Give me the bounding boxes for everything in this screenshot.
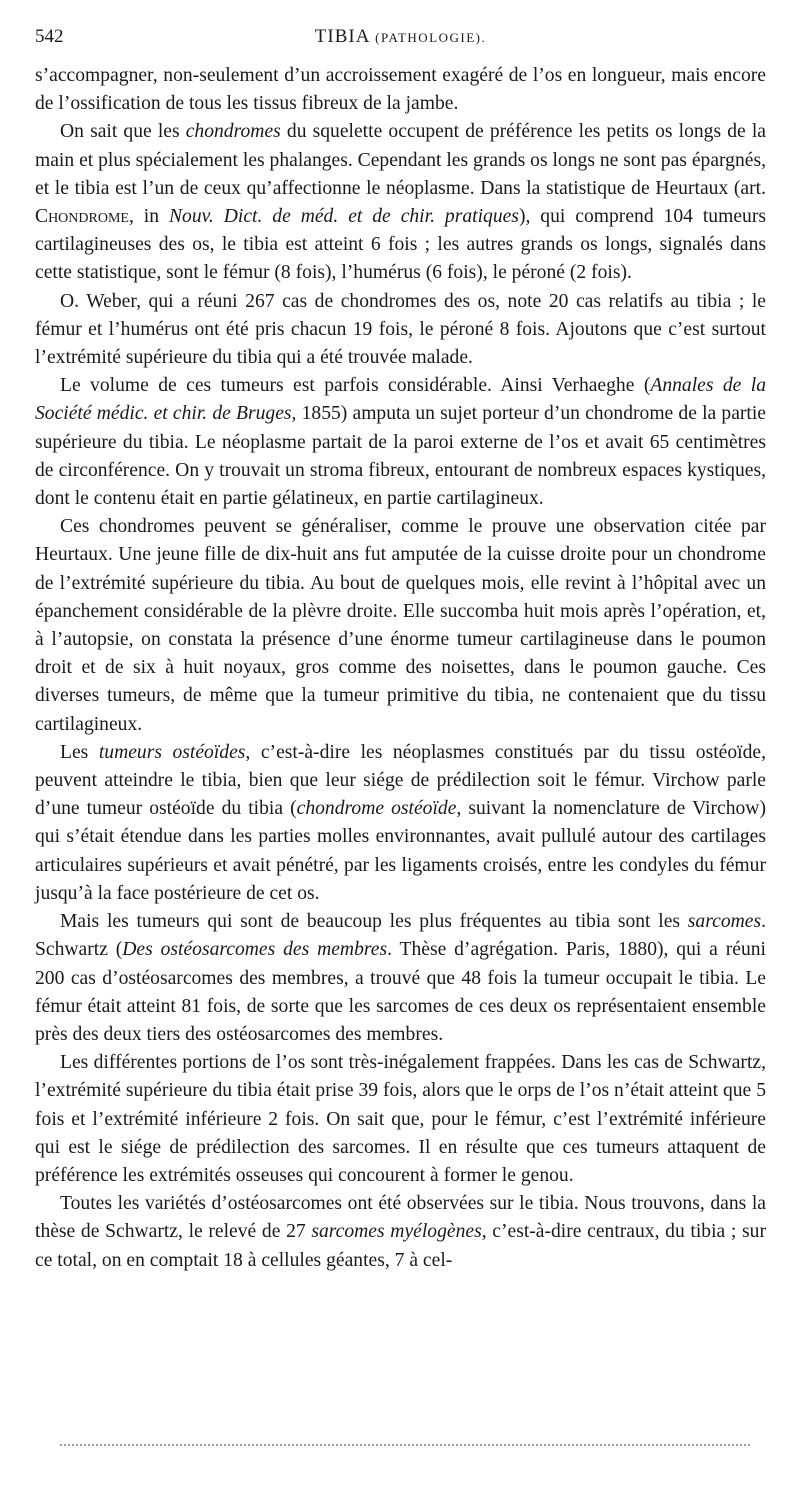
text-span: O. Weber, qui a réuni 267 cas de chondromes des os, note 20 cas relatifs au tibia ; le fémur et l’humérus ont été pris chacun 19 fois, le péroné 8 fois. Ajoutons que c’est surtout l’extrémité supérieure du tibia qui a été trouvée malade.: [35, 290, 766, 369]
text-span: On sait que les: [60, 121, 186, 143]
text-span: Les: [60, 741, 99, 763]
italic-span: sarcomes: [687, 911, 762, 933]
paragraph: [35, 1190, 766, 1275]
text-span: Les différentes portions de l’os sont très-inégalement frappées. Dans les cas de Schwartz, l’extrémité supérieure du tibia était prise 39 fois, alors que le orps de l’os n’était atteint que 5 fois et l’extrémité inférieure 2 fois. On sait que, pour le fémur, c’est l’extrémité inférieure qui est le siége de prédilection des sarcomes. Il en résulte que ces tumeurs attaquent de préférence les extrémités osseuses qui concourent à former le genou.: [35, 1052, 766, 1186]
running-title: [35, 22, 766, 53]
italic-span: Nouv. Dict. de méd. et de chir. pratiques: [168, 206, 519, 228]
text-span: . Schwartz (: [35, 911, 766, 961]
text-span: Toutes les variétés d’ostéosarcomes ont été observées sur le tibia. Nous trouvons, dans la thèse de Schwartz, le relevé de 27: [35, 1193, 766, 1243]
italic-span: Des ostéosarcomes des membres: [122, 939, 388, 961]
italic-span: chondrome ostéoïde: [296, 798, 457, 820]
text-span: ), qui comprend 104 tumeurs cartilagineuses des os, le tibia est atteint 6 fois ; les autres grands os longs, signalés dans cette statistique, sont le fémur (8 fois), l’humérus (6 fois), le péroné (2 fois).: [35, 206, 766, 284]
paragraph: [35, 739, 766, 908]
italic-span: sarcomes myélogènes: [311, 1221, 482, 1243]
paragraph: [35, 372, 766, 513]
small-caps-span: Chondrome: [35, 206, 129, 228]
bottom-rule: [60, 1444, 750, 1446]
running-header: [35, 22, 766, 52]
text-span: , c’est-à-dire centraux, du tibia ; sur ce total, on en comptait 18 à cellules géantes, 7 à cel-: [35, 1221, 766, 1271]
text-span: Ces chondromes peuvent se généraliser, comme le prouve une observation citée par Heurtaux. Une jeune fille de dix-huit ans fut amputée de la cuisse droite pour un chondrome de l’extrémité supérieure du tibia. Au bout de quelques mois, elle revint à l’hôpital avec un épanchement considérable de la plèvre droite. Elle succomba huit mois après l’opération, et, à l’autopsie, on constata la présence d’une énorme tumeur cartilagineuse dans le poumon droit et de six à huit noyaux, gros comme des noisettes, dans le poumon gauche. Ces diverses tumeurs, de même que la tumeur primitive du tibia, ne contenaient que du tissu cartilagineux.: [35, 516, 766, 735]
paragraph: [35, 62, 766, 118]
paragraph: [35, 288, 766, 373]
text-span: , c’est-à-dire les néoplasmes constitués par du tissu ostéoïde, peuvent atteindre le tibia, bien que leur siége de prédilection soit le fémur. Virchow parle d’une tumeur ostéoïde du tibia (: [35, 741, 766, 820]
text-span: Le volume de ces tumeurs est parfois considérable. Ainsi Verhaeghe (: [60, 375, 651, 397]
text-span: , in: [128, 206, 169, 228]
italic-span: chondromes: [185, 121, 281, 143]
italic-span: tumeurs ostéoïdes: [98, 741, 246, 763]
text-span: s’accompagner, non-seulement d’un accroissement exagéré de l’os en longueur, mais encore de l’ossification de tous les tissus fibreux de la jambe.: [35, 65, 766, 115]
paragraph: [35, 513, 766, 739]
paragraph: [35, 1049, 766, 1190]
text-span: , 1855) amputa un sujet porteur d’un chondrome de la partie supérieure du tibia. Le néoplasme partait de la paroi externe de l’os et avait 65 centimètres de circonférence. On y trouvait un stroma fibreux, entourant de nombreux espaces kystiques, dont le contenu était en partie gélatineux, en partie cartilagineux.: [35, 403, 766, 510]
text-span: Mais les tumeurs qui sont de beaucoup les plus fréquentes au tibia sont les: [60, 911, 688, 933]
paragraph: [35, 118, 766, 287]
text-span: , suivant la nomenclature de Virchow) qui s’était étendue dans les parties molles environnantes, avait pullulé autour des cartilages articulaires supérieurs et avait pénétré, par les ligaments croisés, entre les condyles du fémur jusqu’à la face postérieure de cet os.: [35, 798, 766, 904]
running-title-main: TIBIA: [314, 26, 370, 47]
running-title-subtitle: (PATHOLOGIE).: [375, 30, 487, 45]
book-page: [35, 22, 766, 1275]
text-span: . Thèse d’agrégation. Paris, 1880), qui a réuni 200 cas d’ostéosarcomes des membres, a trouvé que 48 fois la tumeur occupait le tibia. Le fémur était atteint 81 fois, de sorte que les sarcomes de ces deux os représentaient ensemble près des deux tiers des ostéosarcomes des membres.: [35, 939, 766, 1045]
body-text: [35, 62, 766, 1275]
page-number: 542: [35, 26, 64, 47]
text-span: du squelette occupent de préférence les petits os longs de la main et plus spécialement les phalanges. Cependant les grands os longs ne sont pas épargnés, et le tibia est l’un de ceux qu’affectionne le néoplasme. Dans la statistique de Heurtaux (art.: [35, 121, 766, 199]
paragraph: [35, 908, 766, 1049]
italic-span: Annales de la Société médic. et chir. de Bruges: [35, 375, 767, 425]
